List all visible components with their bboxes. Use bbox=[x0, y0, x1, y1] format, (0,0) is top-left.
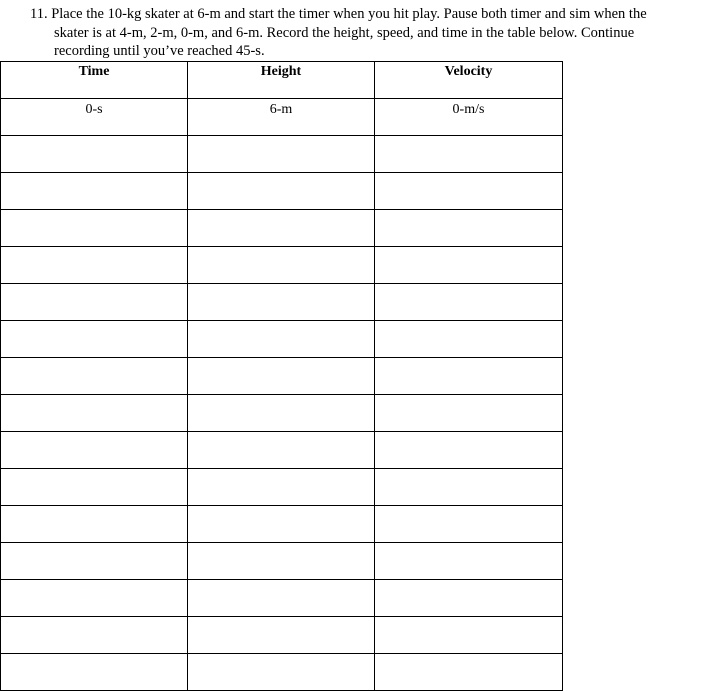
height-cell[interactable] bbox=[188, 654, 375, 691]
table-row bbox=[1, 247, 563, 284]
height-cell[interactable] bbox=[188, 395, 375, 432]
table-body bbox=[1, 99, 563, 691]
table-row bbox=[1, 136, 563, 173]
header-velocity: Velocity bbox=[375, 62, 563, 99]
table-row bbox=[1, 469, 563, 506]
velocity-cell[interactable] bbox=[375, 210, 563, 247]
table-row bbox=[1, 284, 563, 321]
header-time: Time bbox=[1, 62, 188, 99]
velocity-cell[interactable] bbox=[375, 580, 563, 617]
time-cell[interactable] bbox=[1, 469, 188, 506]
table-row bbox=[1, 654, 563, 691]
velocity-cell[interactable] bbox=[375, 136, 563, 173]
velocity-cell[interactable] bbox=[375, 358, 563, 395]
velocity-cell[interactable] bbox=[375, 247, 563, 284]
time-cell[interactable] bbox=[1, 173, 188, 210]
time-cell[interactable] bbox=[1, 321, 188, 358]
height-cell[interactable] bbox=[188, 247, 375, 284]
height-cell[interactable] bbox=[188, 543, 375, 580]
table-row bbox=[1, 580, 563, 617]
velocity-cell[interactable] bbox=[375, 506, 563, 543]
instruction-line-2: skater is at 4-m, 2-m, 0-m, and 6-m. Record the height, speed, and time in the table below. Continue bbox=[54, 24, 635, 41]
table-row bbox=[1, 543, 563, 580]
time-cell[interactable] bbox=[1, 247, 188, 284]
velocity-cell[interactable]: 0-m/s bbox=[375, 99, 563, 136]
time-cell[interactable] bbox=[1, 136, 188, 173]
time-cell[interactable]: 0-s bbox=[1, 99, 188, 136]
header-height: Height bbox=[188, 62, 375, 99]
time-cell[interactable] bbox=[1, 210, 188, 247]
height-cell[interactable]: 6-m bbox=[188, 99, 375, 136]
time-cell[interactable] bbox=[1, 654, 188, 691]
height-cell[interactable] bbox=[188, 210, 375, 247]
time-cell[interactable] bbox=[1, 580, 188, 617]
table-row bbox=[1, 395, 563, 432]
table-row bbox=[1, 210, 563, 247]
velocity-cell[interactable] bbox=[375, 395, 563, 432]
table-row bbox=[1, 506, 563, 543]
table-row bbox=[1, 358, 563, 395]
data-table bbox=[0, 61, 563, 691]
table-header-row bbox=[1, 62, 563, 99]
height-cell[interactable] bbox=[188, 617, 375, 654]
velocity-cell[interactable] bbox=[375, 284, 563, 321]
velocity-cell[interactable] bbox=[375, 173, 563, 210]
table-row bbox=[1, 173, 563, 210]
velocity-cell[interactable] bbox=[375, 469, 563, 506]
time-cell[interactable] bbox=[1, 506, 188, 543]
velocity-cell[interactable] bbox=[375, 321, 563, 358]
time-cell[interactable] bbox=[1, 358, 188, 395]
instruction-text bbox=[30, 5, 714, 61]
time-cell[interactable] bbox=[1, 395, 188, 432]
velocity-cell[interactable] bbox=[375, 654, 563, 691]
height-cell[interactable] bbox=[188, 432, 375, 469]
time-cell[interactable] bbox=[1, 432, 188, 469]
height-cell[interactable] bbox=[188, 284, 375, 321]
height-cell[interactable] bbox=[188, 358, 375, 395]
time-cell[interactable] bbox=[1, 617, 188, 654]
time-cell[interactable] bbox=[1, 284, 188, 321]
table-row bbox=[1, 432, 563, 469]
table-row bbox=[1, 321, 563, 358]
table-row bbox=[1, 617, 563, 654]
height-cell[interactable] bbox=[188, 173, 375, 210]
velocity-cell[interactable] bbox=[375, 432, 563, 469]
instruction-line-3: recording until you’ve reached 45-s. bbox=[54, 43, 265, 59]
time-cell[interactable] bbox=[1, 543, 188, 580]
height-cell[interactable] bbox=[188, 506, 375, 543]
velocity-cell[interactable] bbox=[375, 543, 563, 580]
height-cell[interactable] bbox=[188, 321, 375, 358]
height-cell[interactable] bbox=[188, 136, 375, 173]
height-cell[interactable] bbox=[188, 580, 375, 617]
velocity-cell[interactable] bbox=[375, 617, 563, 654]
instruction-line-1: 11. Place the 10-kg skater at 6-m and start the timer when you hit play. Pause both timer and sim when the bbox=[30, 6, 647, 22]
height-cell[interactable] bbox=[188, 469, 375, 506]
table-row bbox=[1, 99, 563, 136]
